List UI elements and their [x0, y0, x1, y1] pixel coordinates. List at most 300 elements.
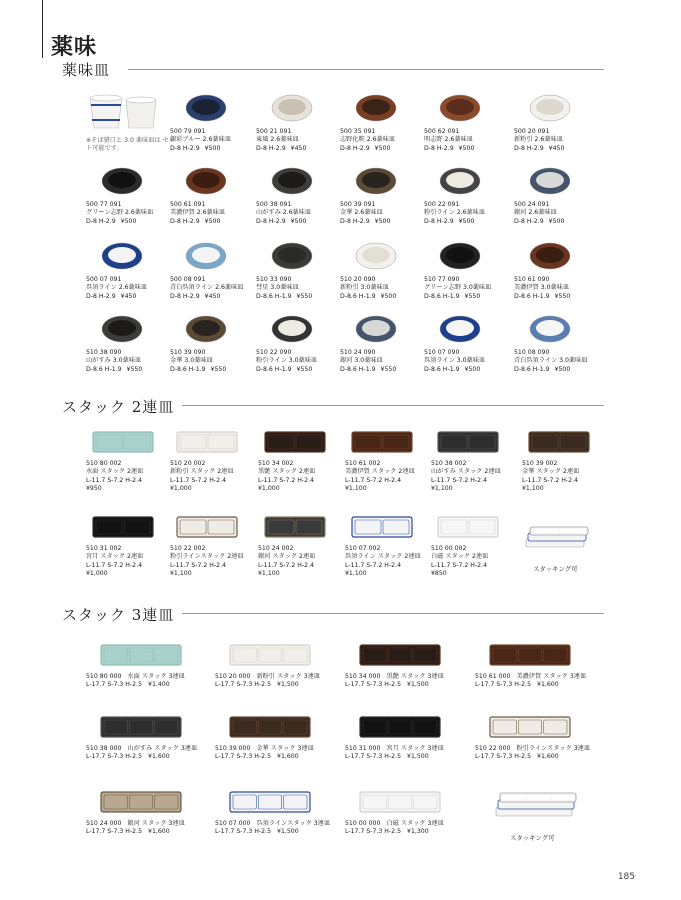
product-price: ¥500 — [204, 144, 221, 152]
product-item — [256, 165, 346, 226]
product-price: ¥1,000 — [258, 485, 280, 493]
product-item — [345, 715, 470, 762]
product-spec: D-8 H-2.9 — [170, 292, 200, 300]
dish-well — [536, 172, 564, 188]
product-item — [514, 313, 604, 374]
product-code: 510 31 000 — [345, 745, 381, 752]
spec-price-row — [215, 753, 340, 761]
section-rule-stack3 — [182, 613, 604, 614]
dish-image — [100, 715, 184, 739]
product-price: ¥500 — [380, 292, 397, 300]
product-name: 呉須ラインスタック 3連皿 — [256, 820, 331, 827]
product-price: ¥1,500 — [407, 681, 429, 689]
product-price: ¥500 — [374, 144, 391, 152]
product-spec: L-11.7 S-7.2 H-2.4 — [345, 476, 402, 484]
code-name-row — [86, 745, 211, 753]
dish-well — [362, 320, 390, 336]
dish-image — [520, 165, 590, 197]
product-name: 銀河 スタック 3連皿 — [127, 820, 185, 827]
dish-compartment — [104, 720, 127, 734]
product-name: 金華 3.0薬味皿 — [170, 357, 213, 365]
dish-well — [278, 172, 306, 188]
dish-compartment — [296, 520, 322, 534]
product-price: ¥950 — [86, 485, 102, 493]
product-code: 500 07 091 — [86, 276, 122, 283]
product-price: ¥1,600 — [537, 681, 559, 689]
dish-well — [278, 99, 306, 115]
dish-compartment — [296, 435, 322, 449]
dish-compartment — [124, 435, 150, 449]
dish-well — [108, 172, 136, 188]
code-name-row — [215, 745, 340, 753]
product-price: ¥550 — [296, 292, 313, 300]
product-spec: D-8.6 H-1.9 — [340, 292, 376, 300]
dish-compartment — [258, 648, 281, 662]
product-price: ¥500 — [464, 365, 481, 373]
spec-price-row — [345, 681, 470, 689]
dish-image — [92, 313, 162, 345]
product-spec: L-11.7 S-7.2 H-2.4 — [258, 476, 315, 484]
product-item — [345, 643, 470, 690]
spec-price-row — [86, 681, 211, 689]
product-spec: L-11.7 S-7.2 H-2.4 — [345, 561, 402, 569]
spec-price-row — [340, 293, 430, 301]
product-price: ¥1,600 — [537, 753, 559, 761]
product-spec: L-17.7 S-7.3 H-2.5 — [86, 828, 143, 836]
spec-price-row — [86, 753, 211, 761]
spec-price-row — [170, 293, 260, 301]
product-price: ¥500 — [458, 217, 475, 225]
product-price: ¥500 — [290, 217, 307, 225]
section-title-stack3: スタック 3連皿 — [62, 606, 175, 624]
product-price: ¥550 — [126, 365, 143, 373]
product-name: 白磁 スタック 3連皿 — [386, 820, 444, 827]
product-name: 水面 スタック 2連皿 — [86, 468, 144, 476]
product-code: 500 61 091 — [170, 201, 206, 208]
dish-well — [362, 247, 390, 263]
dish-image — [229, 715, 313, 739]
page-number: 185 — [617, 872, 635, 882]
product-name: 銀彩ブルー 2.6薬味皿 — [170, 136, 232, 144]
dish-compartment — [388, 648, 411, 662]
dish-image — [351, 430, 415, 454]
product-name: 美濃伊賀 3.0薬味皿 — [514, 284, 570, 292]
dish-compartment — [383, 435, 409, 449]
stack2-stacking-image — [522, 515, 592, 555]
dish-image — [229, 790, 313, 814]
dish-well — [192, 247, 220, 263]
dish-image — [176, 313, 246, 345]
product-name: 白磁 スタック 2連皿 — [431, 553, 489, 561]
dish-well — [536, 247, 564, 263]
product-item — [86, 715, 211, 762]
dish-compartment — [104, 648, 127, 662]
product-name: 銀河 2.6薬味皿 — [514, 209, 557, 217]
dish-image — [346, 92, 416, 124]
product-name: 銀河 スタック 2連皿 — [258, 553, 316, 561]
spec-price-row — [256, 293, 346, 301]
product-spec: D-8.6 H-1.9 — [514, 365, 550, 373]
dish-compartment — [268, 520, 294, 534]
product-name: 粉引ラインスタック 3連皿 — [516, 745, 591, 752]
product-price: ¥500 — [120, 217, 137, 225]
product-price: ¥500 — [554, 365, 571, 373]
product-code: 510 39 000 — [215, 745, 251, 752]
product-price: ¥1,000 — [86, 570, 108, 578]
product-code: 510 34 000 — [345, 673, 381, 680]
dish-compartment — [233, 795, 256, 809]
product-code: 510 38 000 — [86, 745, 122, 752]
dish-image — [430, 240, 500, 272]
dish-image — [528, 430, 592, 454]
dish-well — [446, 320, 474, 336]
product-price: ¥1,100 — [345, 570, 367, 578]
product-name: 粉引ラインスタック 2連皿 — [170, 553, 244, 561]
product-name: 美濃伊賀 スタック 3連皿 — [516, 673, 587, 680]
spec-price-row — [215, 681, 340, 689]
spec-price-row — [170, 218, 260, 226]
spec-price-row — [514, 366, 604, 374]
product-price: ¥450 — [290, 144, 307, 152]
product-item — [340, 92, 430, 153]
product-name: 山がすみ 3.0薬味皿 — [86, 357, 142, 365]
product-code: 500 38 091 — [256, 201, 292, 208]
product-spec: L-11.7 S-7.2 H-2.4 — [431, 561, 488, 569]
product-price: ¥1,500 — [407, 753, 429, 761]
dish-image — [489, 715, 573, 739]
product-spec: D-8 H-2.9 — [514, 217, 544, 225]
dish-image — [176, 240, 246, 272]
product-name: 山がすみ スタック 2連皿 — [431, 468, 501, 476]
dish-compartment — [544, 648, 567, 662]
dish-compartment — [104, 795, 127, 809]
product-item — [424, 240, 514, 301]
product-name: グリーン志野 3.0薬味皿 — [424, 284, 492, 292]
dish-well — [362, 99, 390, 115]
dish-compartment — [493, 720, 516, 734]
dish-compartment — [388, 795, 411, 809]
dish-image — [346, 313, 416, 345]
product-code: 510 38 002 — [431, 460, 467, 467]
product-price: ¥550 — [554, 292, 571, 300]
product-name: 彗星 3.0薬味皿 — [256, 284, 299, 292]
product-code: 500 21 091 — [256, 128, 292, 135]
dish-image — [264, 430, 328, 454]
soba-cup-blue — [90, 95, 122, 128]
dish-well — [362, 172, 390, 188]
product-name: 呉須ライン 2.6薬味皿 — [86, 284, 148, 292]
product-spec: D-8 H-2.9 — [86, 292, 116, 300]
product-item — [86, 313, 176, 374]
product-spec: D-8 H-2.9 — [340, 144, 370, 152]
product-code: 510 24 002 — [258, 545, 294, 552]
spec-price-row — [170, 366, 260, 374]
dish-compartment — [96, 520, 122, 534]
code-name-row — [345, 745, 470, 753]
spec-price-row — [215, 828, 340, 836]
dish-compartment — [355, 520, 381, 534]
code-name-row — [475, 673, 600, 681]
product-spec: D-8.6 H-1.9 — [424, 292, 460, 300]
product-price: ¥1,100 — [345, 485, 367, 493]
product-name: 水面 スタック 3連皿 — [127, 673, 185, 680]
product-code: 510 38 090 — [86, 349, 122, 356]
product-spec: D-8 H-2.9 — [340, 217, 370, 225]
product-name: 新粉引 スタック 3連皿 — [256, 673, 320, 680]
product-name: 粉引ライン 2.6薬味皿 — [424, 209, 486, 217]
product-item — [170, 515, 260, 579]
stack3-stacking-image — [492, 783, 578, 823]
product-price: ¥1,400 — [148, 681, 170, 689]
dish-compartment — [355, 435, 381, 449]
product-code: 510 80 000 — [86, 673, 122, 680]
product-spec: L-17.7 S-7.3 H-2.5 — [475, 753, 532, 761]
dish-compartment — [180, 435, 206, 449]
dish-image — [520, 313, 590, 345]
product-item — [514, 92, 604, 153]
dish-compartment — [208, 435, 234, 449]
product-spec: L-17.7 S-7.3 H-2.5 — [86, 753, 143, 761]
product-name: 黒艶 スタック 2連皿 — [258, 468, 316, 476]
product-code: 510 20 002 — [170, 460, 206, 467]
product-name: 新粉引 3.0薬味皿 — [340, 284, 389, 292]
product-code: 510 34 002 — [258, 460, 294, 467]
dish-image — [176, 430, 240, 454]
dish-image — [100, 643, 184, 667]
product-name: 金華 スタック 2連皿 — [522, 468, 580, 476]
product-code: 510 22 000 — [475, 745, 511, 752]
product-item — [431, 430, 521, 494]
product-code: 510 61 000 — [475, 673, 511, 680]
product-code: 510 39 002 — [522, 460, 558, 467]
product-name: 新粉引 2.6薬味皿 — [514, 136, 563, 144]
dish-image — [262, 165, 332, 197]
product-item — [170, 92, 260, 153]
product-code: 510 00 002 — [431, 545, 467, 552]
spec-price-row — [86, 218, 176, 226]
product-name: 明志野 2.6薬味皿 — [424, 136, 473, 144]
dish-image — [229, 643, 313, 667]
dish-well — [192, 172, 220, 188]
product-code: 510 07 000 — [215, 820, 251, 827]
product-price: ¥450 — [548, 144, 565, 152]
dish-compartment — [383, 520, 409, 534]
product-item — [86, 240, 176, 301]
section-title-yakumi: 薬味皿 — [62, 61, 111, 79]
product-spec: L-11.7 S-7.2 H-2.4 — [170, 476, 227, 484]
dish-image — [430, 165, 500, 197]
product-name: 山がすみ 2.6薬味皿 — [256, 209, 312, 217]
spec-price-row — [424, 366, 514, 374]
product-item — [424, 92, 514, 153]
spec-price-row — [514, 218, 604, 226]
code-name-row — [475, 745, 600, 753]
product-code: 510 39 090 — [170, 349, 206, 356]
product-code: 510 20 000 — [215, 673, 251, 680]
product-code: 500 08 091 — [170, 276, 206, 283]
code-name-row — [86, 673, 211, 681]
product-item — [345, 790, 470, 837]
dish-well — [278, 247, 306, 263]
stack2-stacking-label: スタッキング可 — [533, 565, 578, 573]
dish-image — [489, 643, 573, 667]
product-code: 510 22 090 — [256, 349, 292, 356]
dish-compartment — [208, 520, 234, 534]
dish-compartment — [388, 720, 411, 734]
product-name: 宮月 スタック 2連皿 — [86, 553, 144, 561]
product-spec: L-17.7 S-7.3 H-2.5 — [215, 753, 272, 761]
spec-price-row — [256, 145, 346, 153]
product-code: 500 22 091 — [424, 201, 460, 208]
spec-price-row — [424, 218, 514, 226]
product-item — [340, 165, 430, 226]
set-compatibility-note: ※そば猪口と 3.0 薬味皿は セット可能です。 — [86, 137, 175, 153]
product-code: 510 24 090 — [340, 349, 376, 356]
section-title-stack2: スタック 2連皿 — [62, 398, 175, 416]
product-code: 510 61 090 — [514, 276, 550, 283]
spec-price-row — [514, 145, 604, 153]
product-item — [258, 515, 348, 579]
dish-image — [359, 715, 443, 739]
dish-image — [262, 313, 332, 345]
product-item — [256, 92, 346, 153]
dish-compartment — [544, 720, 567, 734]
product-item — [522, 430, 612, 494]
product-name: グリーン志野 2.6薬味皿 — [86, 209, 154, 217]
spec-price-row — [475, 681, 600, 689]
dish-compartment — [258, 795, 281, 809]
product-price: ¥1,600 — [148, 753, 170, 761]
product-code: 510 07 002 — [345, 545, 381, 552]
dish-compartment — [96, 435, 122, 449]
dish-image — [92, 515, 156, 539]
code-name-row — [86, 820, 211, 828]
product-spec: D-8 H-2.9 — [86, 217, 116, 225]
dish-compartment — [518, 720, 541, 734]
spec-price-row — [514, 293, 604, 301]
product-price: ¥1,100 — [431, 485, 453, 493]
dish-well — [446, 172, 474, 188]
product-price: ¥1,100 — [170, 570, 192, 578]
dish-compartment — [284, 795, 307, 809]
dish-compartment — [284, 720, 307, 734]
dish-image — [346, 165, 416, 197]
product-item — [424, 165, 514, 226]
spec-price-row — [424, 145, 514, 153]
product-price: ¥1,100 — [258, 570, 280, 578]
product-item — [475, 715, 600, 762]
dish-image — [351, 515, 415, 539]
product-name: 銀河 3.0薬味皿 — [340, 357, 383, 365]
product-code: 510 80 002 — [86, 460, 122, 467]
product-code: 510 33 090 — [256, 276, 292, 283]
product-name: 山がすみ スタック 3連皿 — [127, 745, 198, 752]
product-spec: L-17.7 S-7.3 H-2.5 — [345, 681, 402, 689]
dish-compartment — [414, 648, 437, 662]
spec-price-row — [86, 366, 176, 374]
product-name: 志野化粧 2.6薬味皿 — [340, 136, 396, 144]
spec-price-row — [340, 218, 430, 226]
product-name: 宮月 スタック 3連皿 — [386, 745, 444, 752]
product-name: 黒艶 スタック 3連皿 — [386, 673, 444, 680]
product-item — [86, 643, 211, 690]
dish-compartment — [233, 720, 256, 734]
product-item — [170, 240, 260, 301]
code-name-row — [215, 673, 340, 681]
dish-compartment — [441, 435, 467, 449]
stack3-stacking-label: スタッキング可 — [510, 834, 555, 842]
product-item — [258, 430, 348, 494]
product-code: 510 08 090 — [514, 349, 550, 356]
product-code: 510 07 090 — [424, 349, 460, 356]
product-code: 500 24 091 — [514, 201, 550, 208]
dish-well — [108, 247, 136, 263]
product-code: 510 77 090 — [424, 276, 460, 283]
product-name: 美濃伊賀 スタック 2連皿 — [345, 468, 415, 476]
product-spec: D-8.6 H-1.9 — [170, 365, 206, 373]
dish-well — [108, 320, 136, 336]
product-spec: L-17.7 S-7.3 H-2.5 — [475, 681, 532, 689]
product-code: 500 35 091 — [340, 128, 376, 135]
dish-image — [176, 165, 246, 197]
product-item — [86, 430, 176, 494]
product-spec: L-17.7 S-7.3 H-2.5 — [86, 681, 143, 689]
product-item — [256, 313, 346, 374]
product-name: 呉須ライン 3.0薬味皿 — [424, 357, 486, 365]
dish-compartment — [284, 648, 307, 662]
product-name: 青白呉須ライン 2.6薬味皿 — [170, 284, 244, 292]
product-name: 金華 スタック 3連皿 — [256, 745, 314, 752]
product-item — [215, 643, 340, 690]
dish-well — [446, 247, 474, 263]
code-name-row — [345, 673, 470, 681]
product-item — [514, 240, 604, 301]
product-item — [424, 313, 514, 374]
product-spec: D-8 H-2.9 — [170, 144, 200, 152]
dish-compartment — [129, 795, 152, 809]
product-price: ¥1,500 — [277, 681, 299, 689]
product-spec: D-8.6 H-1.9 — [256, 292, 292, 300]
product-item — [514, 165, 604, 226]
product-spec: L-17.7 S-7.3 H-2.5 — [345, 828, 402, 836]
product-price: ¥500 — [548, 217, 565, 225]
product-spec: D-8.6 H-1.9 — [256, 365, 292, 373]
product-spec: D-8.6 H-1.9 — [424, 365, 460, 373]
product-price: ¥1,600 — [148, 828, 170, 836]
dish-compartment — [129, 720, 152, 734]
product-spec: D-8 H-2.9 — [170, 217, 200, 225]
product-item — [256, 240, 346, 301]
product-spec: D-8 H-2.9 — [514, 144, 544, 152]
product-spec: L-11.7 S-7.2 H-2.4 — [86, 561, 143, 569]
dish-image — [92, 240, 162, 272]
code-name-row — [215, 820, 340, 828]
product-code: 500 79 091 — [170, 128, 206, 135]
dish-compartment — [258, 720, 281, 734]
product-spec: L-11.7 S-7.2 H-2.4 — [86, 476, 143, 484]
product-spec: L-11.7 S-7.2 H-2.4 — [258, 561, 315, 569]
spec-price-row — [86, 293, 176, 301]
product-code: 510 00 000 — [345, 820, 381, 827]
product-price: ¥500 — [374, 217, 391, 225]
dish-well — [192, 99, 220, 115]
product-item — [340, 240, 430, 301]
spec-price-row — [345, 828, 470, 836]
dish-compartment — [155, 648, 178, 662]
dish-image — [520, 240, 590, 272]
product-code: 510 61 002 — [345, 460, 381, 467]
spec-price-row — [424, 293, 514, 301]
